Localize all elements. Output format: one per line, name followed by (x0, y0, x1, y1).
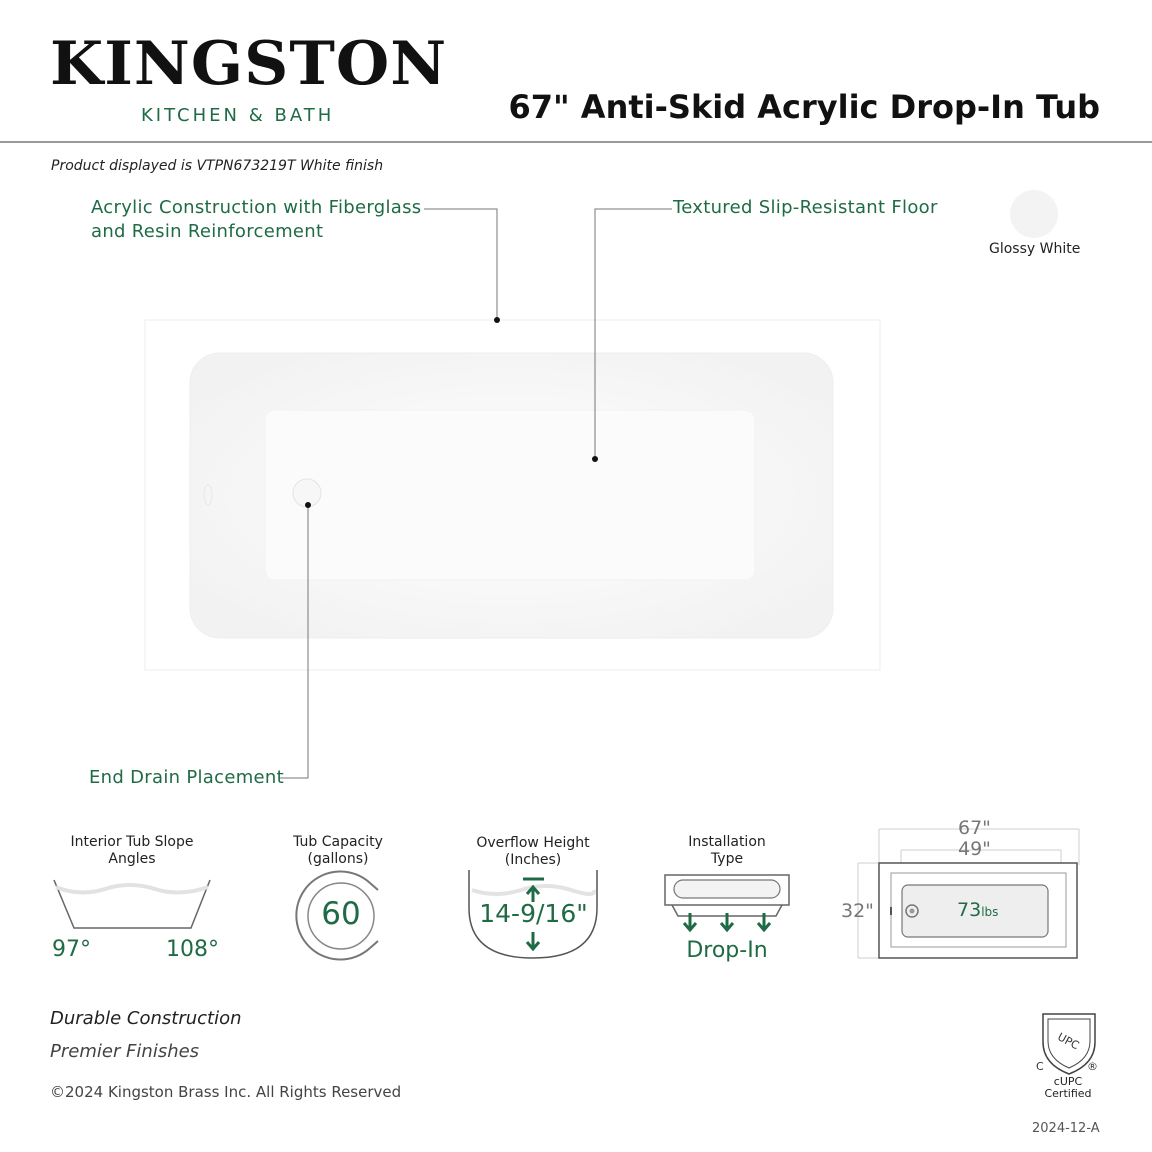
dim-weight (957, 899, 998, 921)
dropin-icon (662, 872, 792, 934)
callout-construction-line2: and Resin Reinforcement (91, 221, 324, 242)
upc-mark: UPC (1055, 1030, 1082, 1053)
overflow-value: 14-9/16" (479, 899, 588, 928)
capacity-label-line1: Tub Capacity (293, 834, 383, 850)
dim-length: 67" (958, 817, 991, 839)
slope-angle-left: 97° (52, 937, 91, 962)
overflow-label (463, 835, 603, 869)
brand-subtitle: KITCHEN & BATH (141, 105, 335, 126)
dim-width: 32" (841, 900, 874, 922)
callout-construction (91, 196, 421, 244)
slope-icon (50, 875, 215, 935)
tagline-durable: Durable Construction (50, 1008, 242, 1029)
cert-line1: cUPC (1053, 1075, 1083, 1088)
slope-label-line1: Interior Tub Slope (70, 834, 194, 850)
dim-weight-unit: lbs (981, 905, 999, 919)
cert-text (1033, 1076, 1103, 1100)
page-title: 67" Anti-Skid Acrylic Drop-In Tub (508, 88, 1100, 126)
product-note: Product displayed is VTPN673219T White finish (51, 158, 384, 174)
finish-label: Glossy White (989, 241, 1081, 257)
install-label (657, 834, 797, 868)
tagline-finishes: Premier Finishes (50, 1041, 200, 1062)
capacity-label (268, 834, 408, 868)
capacity-value: 60 (321, 896, 361, 932)
install-label-line2: Type (710, 851, 744, 867)
cert-registered: ® (1087, 1060, 1098, 1073)
callout-construction-line1: Acrylic Construction with Fiberglass (91, 197, 422, 218)
install-label-line1: Installation (688, 834, 766, 850)
copyright: ©2024 Kingston Brass Inc. All Rights Reserved (50, 1083, 402, 1101)
overflow-label-line1: Overflow Height (476, 835, 590, 851)
slope-label-line2: Angles (108, 851, 156, 867)
document-code: 2024-12-A (1032, 1121, 1100, 1136)
cert-line2: Certified (1044, 1087, 1092, 1100)
callout-floor: Textured Slip-Resistant Floor (673, 197, 938, 218)
slope-label (52, 834, 212, 868)
callout-drain: End Drain Placement (89, 767, 284, 788)
finish-swatch (1010, 190, 1058, 238)
dim-interior-length: 49" (958, 838, 991, 860)
install-value: Drop-In (686, 938, 768, 963)
brand-logo: KINGSTON (50, 29, 448, 99)
capacity-label-line2: (gallons) (307, 851, 369, 867)
slope-angle-right: 108° (166, 937, 219, 962)
cert-c-left: C (1036, 1060, 1044, 1073)
dim-weight-value: 73 (957, 899, 982, 921)
overflow-label-line2: (Inches) (504, 852, 562, 868)
